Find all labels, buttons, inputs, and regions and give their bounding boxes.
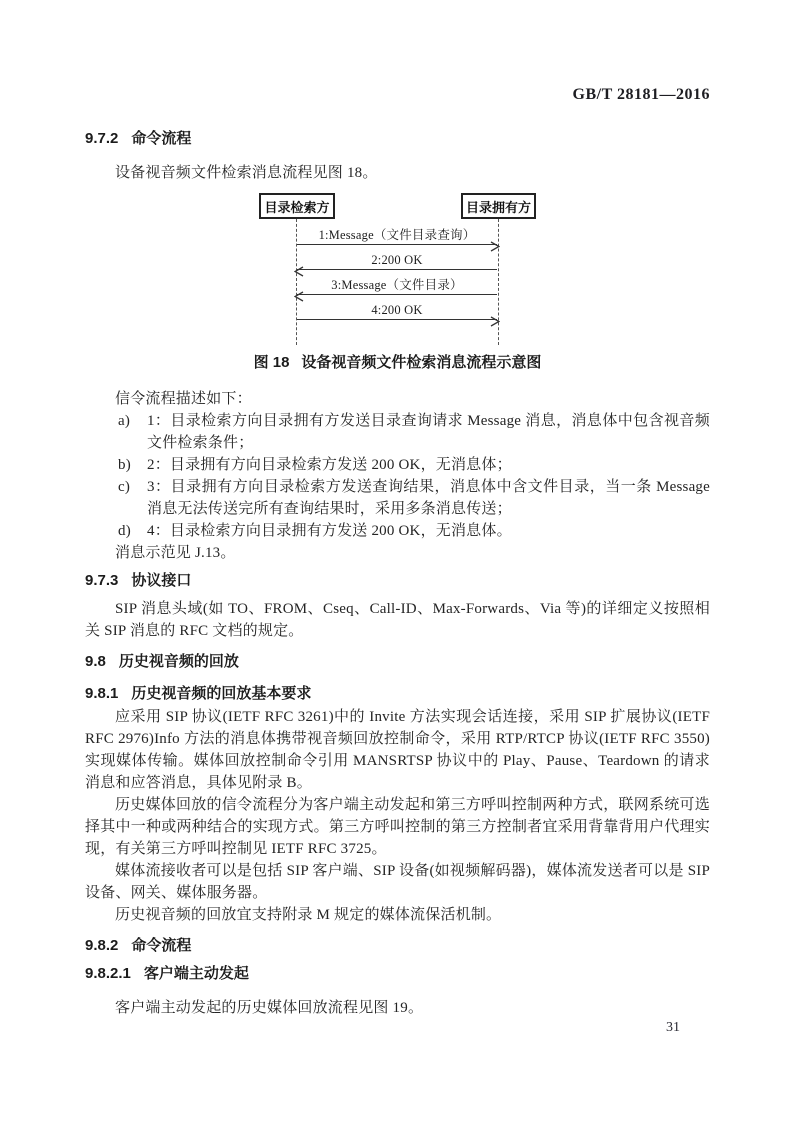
list-item-d	[85, 520, 710, 542]
heading-title: 命令流程	[131, 130, 192, 147]
list-item-a	[85, 410, 710, 454]
message-1-label: 1:Message（文件目录查询）	[318, 228, 476, 242]
heading-9-8-2-1	[85, 965, 710, 983]
heading-9-8-2	[85, 937, 710, 955]
heading-9-8	[85, 653, 710, 671]
paragraph-playback-protocols: 应采用 SIP 协议(IETF RFC 3261)中的 Invite 方法实现会话连接，采用 SIP 扩展协议(IETF RFC 2976)Info 方法的消息体携带视音频回放控制命令，采用 RTP/RTCP 协议(IETF RFC 3550)实现媒体传输。媒体回放控制命令引用 MANSRTSP 协议中的 Play、Pause、Teardown 的请求消息和应答消息，具体见附录 B。	[85, 709, 710, 791]
list-item-text: 3：目录拥有方向目录检索方发送查询结果，消息体中含文件目录，当一条 Message 消息无法传送完所有查询结果时，采用多条消息传送；	[147, 479, 710, 517]
heading-title: 命令流程	[131, 937, 192, 954]
heading-number: 9.8.2.1	[85, 965, 131, 982]
list-item-label: c)	[118, 479, 131, 495]
paragraph-sip-header-fields: SIP 消息头域(如 TO、FROM、Cseq、Call-ID、Max-Forwards、Via 等)的详细定义按照相关 SIP 消息的 RFC 文档的规定。	[85, 601, 710, 639]
arrowhead-right-icon	[489, 314, 500, 332]
actor-box-directory-owner: 目录拥有方	[461, 193, 536, 219]
heading-number: 9.7.3	[85, 572, 119, 589]
message-4-line	[297, 319, 497, 320]
message-4-label: 4:200 OK	[371, 303, 423, 317]
message-2-line	[297, 269, 497, 270]
message-1-line	[297, 244, 497, 245]
page-number: 31	[666, 1020, 680, 1035]
figure-18-sequence-diagram	[85, 193, 710, 348]
page-content	[85, 0, 710, 1019]
list-item-text: 4：目录检索方向目录拥有方发送 200 OK，无消息体。	[147, 523, 512, 539]
heading-title: 客户端主动发起	[143, 965, 249, 982]
heading-number: 9.8.2	[85, 937, 119, 954]
heading-9-8-1	[85, 685, 710, 703]
heading-number: 9.7.2	[85, 130, 119, 147]
flow-description-outro: 消息示范见 J.13。	[115, 545, 236, 561]
list-item-b	[85, 454, 710, 476]
heading-number: 9.8	[85, 653, 106, 670]
paragraph-keepalive: 历史视音频的回放宜支持附录 M 规定的媒体流保活机制。	[115, 907, 502, 923]
flow-step-list	[85, 410, 710, 542]
paragraph-media-stream-roles: 媒体流接收者可以是包括 SIP 客户端、SIP 设备(如视频解码器)，媒体流发送者可以是 SIP 设备、网关、媒体服务器。	[85, 863, 710, 901]
heading-number: 9.8.1	[85, 685, 119, 702]
message-2-label: 2:200 OK	[371, 253, 423, 267]
heading-title: 历史视音频的回放	[118, 653, 239, 670]
list-item-c	[85, 476, 710, 520]
figure-caption-title: 设备视音频文件检索消息流程示意图	[301, 354, 542, 371]
actor-box-directory-searcher: 目录检索方	[259, 193, 335, 219]
standard-number-header: GB/T 28181—2016	[572, 86, 710, 103]
list-item-text: 2：目录拥有方向目录检索方发送 200 OK，无消息体；	[147, 457, 512, 473]
paragraph-playback-signaling-modes: 历史媒体回放的信令流程分为客户端主动发起和第三方呼叫控制两种方式，联网系统可选择其中一种或两种结合的实现方式。第三方呼叫控制的第三方控制者宜采用背靠背用户代理实现，有关第三方呼叫控制见 IETF RFC 3725。	[85, 797, 710, 857]
list-item-label: a)	[118, 413, 131, 429]
heading-9-7-2	[85, 130, 710, 148]
list-item-label: b)	[118, 457, 131, 473]
message-3-line	[297, 294, 497, 295]
list-item-text: 1：目录检索方向目录拥有方发送目录查询请求 Message 消息，消息体中包含视音频文件检索条件；	[147, 413, 710, 451]
figure-caption-number: 图 18	[253, 354, 290, 371]
heading-9-7-3	[85, 572, 710, 590]
flow-description-intro: 信令流程描述如下：	[115, 391, 252, 407]
figure-18-caption	[85, 354, 710, 372]
heading-title: 协议接口	[131, 572, 192, 589]
heading-title: 历史视音频的回放基本要求	[131, 685, 312, 702]
paragraph-figure18-intro: 设备视音频文件检索消息流程见图 18。	[115, 165, 378, 181]
message-3-label: 3:Message（文件目录）	[331, 278, 463, 292]
paragraph-figure19-intro: 客户端主动发起的历史媒体回放流程见图 19。	[115, 1000, 424, 1016]
list-item-label: d)	[118, 523, 131, 539]
